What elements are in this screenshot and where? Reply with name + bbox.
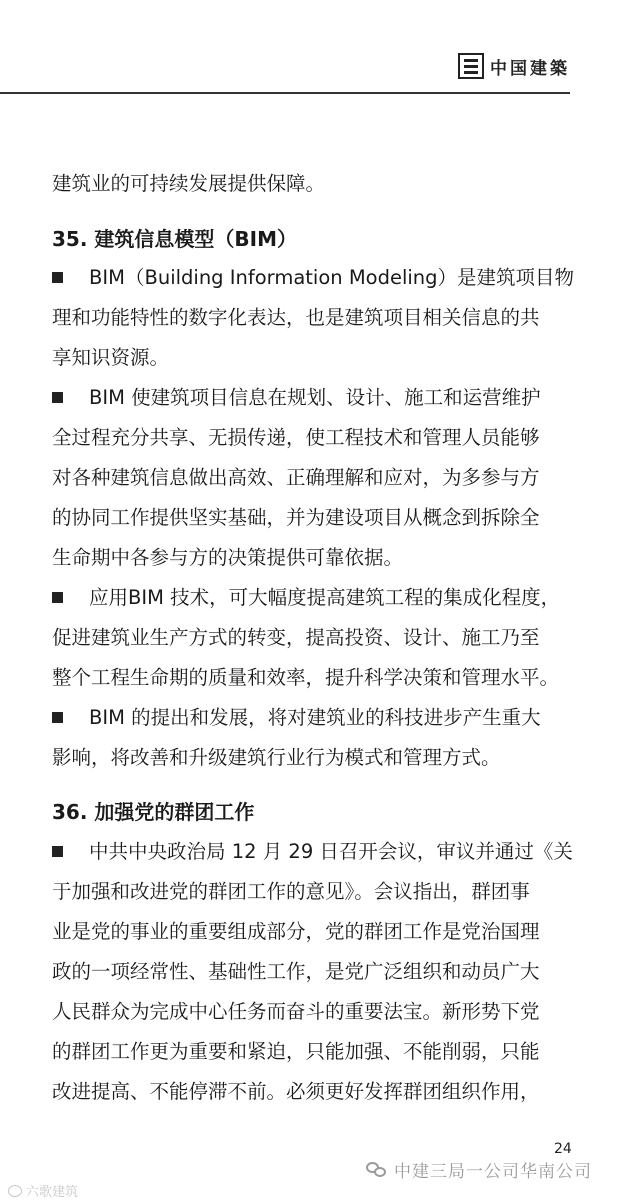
paragraph-line: 业是党的事业的重要组成部分，党的群团工作是党治国理 xyxy=(52,920,540,943)
logo-text: 中国建築 xyxy=(490,58,570,79)
watermark-text: 六歌建筑 xyxy=(26,1185,79,1200)
logo xyxy=(458,52,570,80)
paragraph-line: 改进提高、不能停滞不前。必须更好发挥群团组织作用， xyxy=(52,1080,540,1103)
paragraph-line: 影响，将改善和升级建筑行业行为模式和管理方式。 xyxy=(52,746,501,769)
paragraph-line: 促进建筑业生产方式的转变，提高投资、设计、施工乃至 xyxy=(52,626,540,649)
page-number: 24 xyxy=(554,1141,572,1157)
bullet-square-icon xyxy=(52,392,63,403)
bullet-square-icon xyxy=(52,846,63,857)
paragraph-line: 全过程充分共享、无损传递，使工程技术和管理人员能够 xyxy=(52,426,540,449)
bullet-square-icon xyxy=(52,592,63,603)
bullet-paragraph-line: 应用BIM 技术，可大幅度提高建筑工程的集成化程度， xyxy=(52,586,560,610)
paragraph-line: 享知识资源。 xyxy=(52,346,170,369)
footer-brand-text: 中建三局一公司华南公司 xyxy=(394,1162,592,1182)
footer-brand xyxy=(366,1157,592,1182)
paragraph-line: 于加强和改进党的群团工作的意见》。会议指出，群团事 xyxy=(52,880,530,903)
bullet-paragraph-line: BIM（Building Information Modeling）是建筑项目物 xyxy=(52,266,574,290)
paragraph-line: 生命期中各参与方的决策提供可靠依据。 xyxy=(52,546,404,569)
paragraph-line: 对各种建筑信息做出高效、正确理解和应对，为多参与方 xyxy=(52,466,540,489)
paragraph-line: 政的一项经常性、基础性工作，是党广泛组织和动员广大 xyxy=(52,960,540,983)
bullet-paragraph-line: 中共中央政治局 12 月 29 日召开会议，审议并通过《关 xyxy=(52,840,573,864)
paragraph-line: 的群团工作更为重要和紧迫，只能加强、不能削弱，只能 xyxy=(52,1040,540,1063)
paragraph-line: 整个工程生命期的质量和效率，提升科学决策和管理水平。 xyxy=(52,666,560,689)
watermark xyxy=(8,1181,78,1200)
header-rule xyxy=(0,92,570,94)
bullet-square-icon xyxy=(52,272,63,283)
paragraph-line: 的协同工作提供坚实基础，并为建设项目从概念到拆除全 xyxy=(52,506,540,529)
paragraph-line: 理和功能特性的数字化表达，也是建筑项目相关信息的共 xyxy=(52,306,540,329)
paragraph-line: 人民群众为完成中心任务而奋斗的重要法宝。新形势下党 xyxy=(52,1000,540,1023)
cscec-logo-icon xyxy=(458,53,484,79)
section-heading-35: 35. 建筑信息模型（BIM） xyxy=(52,227,297,251)
watermark-icon xyxy=(8,1185,22,1197)
paragraph-line: 建筑业的可持续发展提供保障。 xyxy=(52,172,326,195)
wechat-icon xyxy=(366,1162,386,1178)
bullet-paragraph-line: BIM 的提出和发展，将对建筑业的科技进步产生重大 xyxy=(52,706,541,730)
bullet-square-icon xyxy=(52,712,63,723)
section-heading-36: 36. 加强党的群团工作 xyxy=(52,800,255,824)
bullet-paragraph-line: BIM 使建筑项目信息在规划、设计、施工和运营维护 xyxy=(52,386,541,410)
